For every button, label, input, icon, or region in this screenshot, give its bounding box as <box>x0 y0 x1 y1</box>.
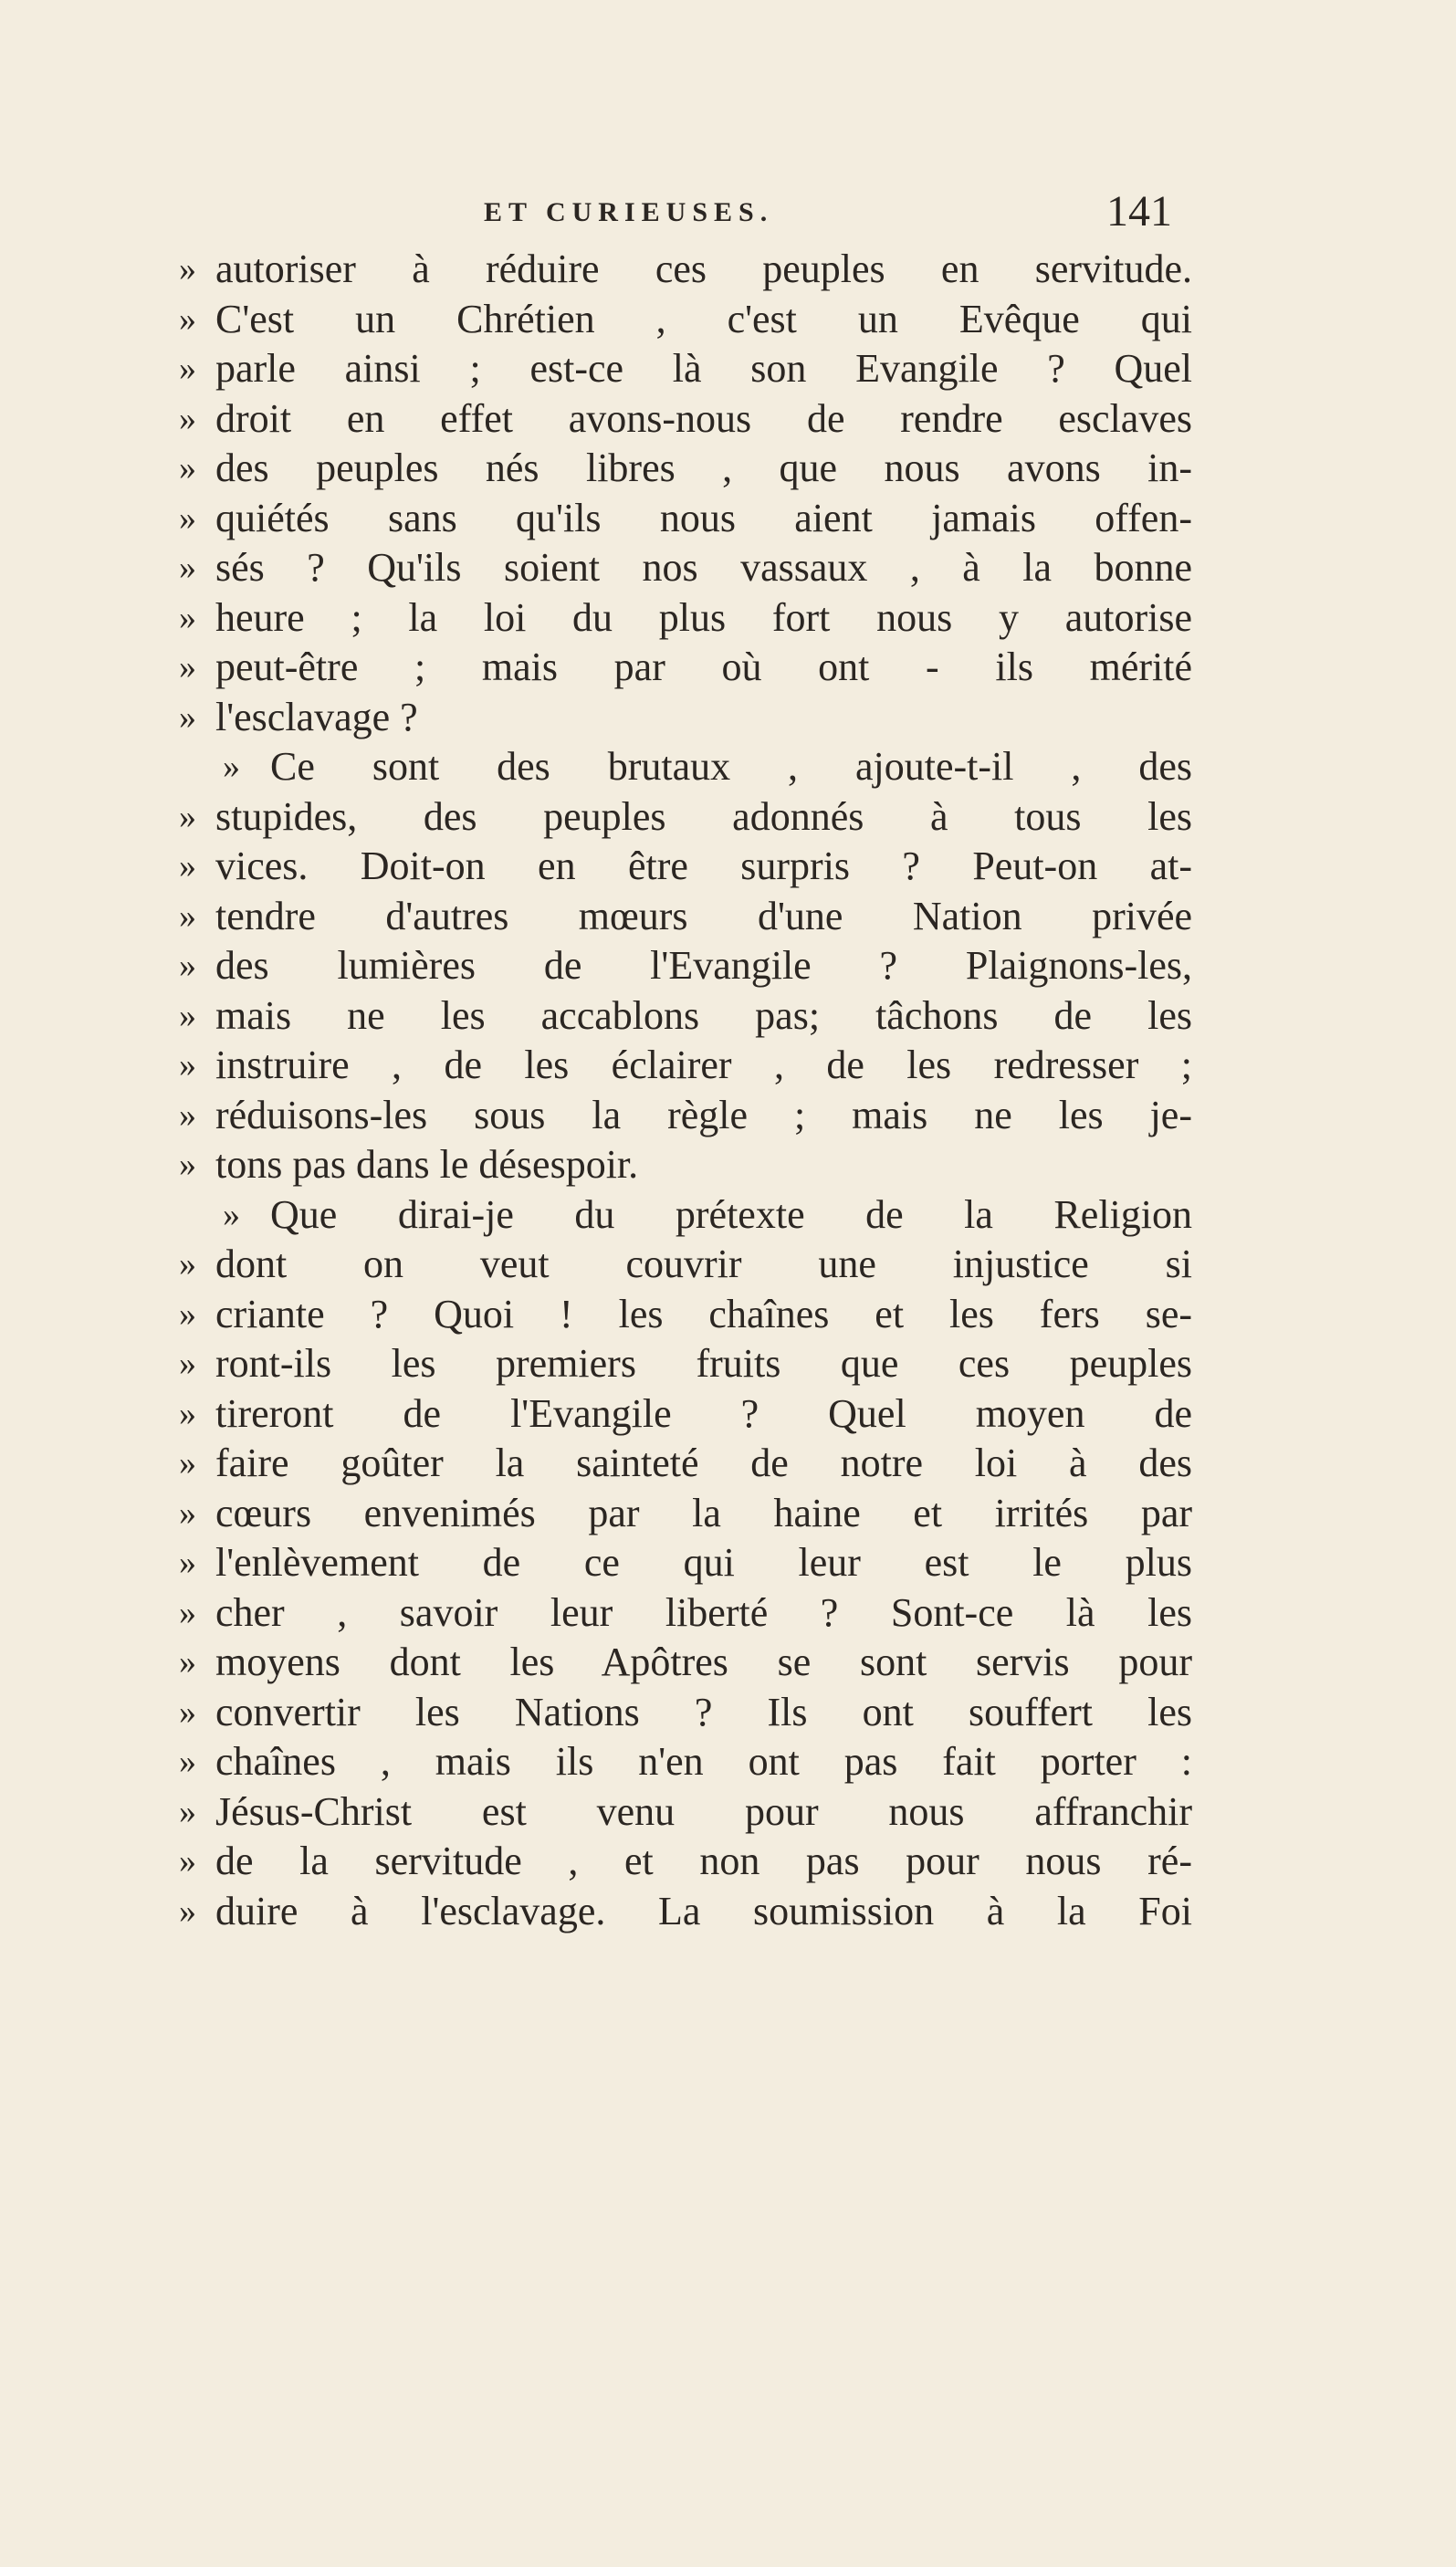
quote-mark: » <box>223 1195 240 1234</box>
quote-mark: » <box>179 1842 196 1881</box>
line-text: parle ainsi ; est-ce là son Evangile ? Quel <box>215 346 1192 391</box>
quote-mark: » <box>179 648 196 686</box>
text-line <box>179 1887 1201 1937</box>
quote-mark: » <box>179 1493 196 1533</box>
quote-mark: » <box>179 598 196 637</box>
quote-mark: » <box>179 1046 196 1084</box>
quote-mark: » <box>179 399 196 438</box>
quote-mark: » <box>179 1345 196 1383</box>
text-line <box>179 1041 1201 1091</box>
line-text: quiétés sans qu'ils nous aient jamais offen- <box>215 495 1192 540</box>
quote-mark: » <box>179 1891 196 1931</box>
text-line <box>179 1140 1201 1190</box>
line-text: dont on veut couvrir une injustice si <box>215 1242 1192 1286</box>
page-header <box>210 188 1187 243</box>
line-text: sés ? Qu'ils soient nos vassaux , à la bonne <box>215 545 1192 590</box>
text-line <box>179 1240 1201 1290</box>
line-text: l'enlèvement de ce qui leur est le plus <box>215 1540 1192 1585</box>
text-line <box>179 842 1201 892</box>
text-line <box>179 991 1201 1042</box>
quote-mark: » <box>179 299 196 339</box>
quote-mark: » <box>179 896 196 936</box>
quote-mark: » <box>179 1444 196 1483</box>
quote-mark: » <box>179 947 196 985</box>
line-text: faire goûter la sainteté de notre loi à des <box>215 1441 1192 1485</box>
text-line <box>179 444 1201 494</box>
text-line <box>179 941 1201 991</box>
text-line <box>179 494 1201 544</box>
line-text: droit en effet avons-nous de rendre esclaves <box>215 395 1192 441</box>
text-line <box>179 1737 1201 1787</box>
line-text: tireront de l'Evangile ? Quel moyen de <box>215 1390 1192 1436</box>
quote-mark: » <box>179 1146 196 1184</box>
text-line <box>179 1638 1201 1688</box>
line-text: C'est un Chrétien , c'est un Evêque qui <box>215 296 1192 341</box>
quote-mark: » <box>179 1792 196 1831</box>
running-head: ET CURIEUSES. <box>484 197 774 227</box>
line-text: cœurs envenimés par la haine et irrités par <box>215 1490 1192 1535</box>
line-text: l'esclavage ? <box>215 694 418 739</box>
line-text: de la servitude , et non pas pour nous ré- <box>215 1839 1192 1883</box>
text-line <box>179 543 1201 593</box>
line-text: tendre d'autres mœurs d'une Nation privée <box>215 893 1192 938</box>
line-text: heure ; la loi du plus fort nous y autorise <box>215 594 1192 640</box>
text-line <box>179 1837 1201 1887</box>
quote-mark: » <box>179 1593 196 1632</box>
body-text <box>179 245 1201 1936</box>
quote-mark: » <box>179 1294 196 1334</box>
text-line <box>179 1439 1201 1489</box>
line-text: Que dirai-je du prétexte de la Religion <box>270 1191 1192 1237</box>
text-line <box>179 593 1201 644</box>
quote-mark: » <box>179 1692 196 1732</box>
line-text: stupides, des peuples adonnés à tous les <box>215 793 1192 839</box>
quote-mark: » <box>179 549 196 587</box>
quote-mark: » <box>179 1394 196 1433</box>
text-line <box>179 1190 1201 1241</box>
quote-mark: » <box>179 847 196 885</box>
line-text: tons pas dans le désespoir. <box>215 1142 639 1187</box>
line-text: chaînes , mais ils n'en ont pas fait porter : <box>215 1739 1192 1784</box>
quote-mark: » <box>179 498 196 538</box>
line-text: convertir les Nations ? Ils ont souffert les <box>215 1689 1192 1734</box>
line-text: mais ne les accablons pas; tâchons de les <box>215 992 1192 1038</box>
text-line <box>179 1339 1201 1389</box>
quote-mark: » <box>179 449 196 487</box>
quote-mark: » <box>179 350 196 388</box>
text-line <box>179 1489 1201 1539</box>
text-line <box>179 1588 1201 1639</box>
line-text: réduisons-les sous la règle ; mais ne les je- <box>215 1092 1192 1137</box>
line-text: instruire , de les éclairer , de les redresser ; <box>215 1043 1192 1087</box>
line-text: peut-être ; mais par où ont - ils mérité <box>215 644 1192 689</box>
quote-mark: » <box>223 748 240 786</box>
quote-mark: » <box>179 797 196 836</box>
line-text: vices. Doit-on en être surpris ? Peut-on at- <box>215 843 1192 888</box>
page-number: 141 <box>1106 187 1172 236</box>
quote-mark: » <box>179 996 196 1035</box>
line-text: cher , savoir leur liberté ? Sont-ce là les <box>215 1589 1192 1635</box>
line-text: des peuples nés libres , que nous avons in- <box>215 445 1192 490</box>
text-line <box>179 295 1201 345</box>
line-text: duire à l'esclavage. La soumission à la Foi <box>215 1888 1192 1933</box>
quote-mark: » <box>179 250 196 288</box>
line-text: Ce sont des brutaux , ajoute-t-il , des <box>270 744 1192 789</box>
quote-mark: » <box>179 1095 196 1135</box>
text-line <box>179 792 1201 843</box>
line-text: autoriser à réduire ces peuples en servitude. <box>215 246 1192 291</box>
text-line <box>179 1091 1201 1141</box>
quote-mark: » <box>179 697 196 737</box>
text-line <box>179 394 1201 445</box>
line-text: moyens dont les Apôtres se sont servis pour <box>215 1640 1192 1684</box>
line-text: criante ? Quoi ! les chaînes et les fers se- <box>215 1291 1192 1336</box>
text-line <box>179 1389 1201 1440</box>
line-text: Jésus-Christ est venu pour nous affranchir <box>215 1788 1192 1834</box>
text-line <box>179 1538 1201 1588</box>
text-line <box>179 245 1201 295</box>
line-text: des lumières de l'Evangile ? Plaignons-les, <box>215 943 1192 988</box>
quote-mark: » <box>179 1643 196 1682</box>
quote-mark: » <box>179 1245 196 1284</box>
text-line <box>179 693 1201 743</box>
quote-mark: » <box>179 1544 196 1582</box>
text-line <box>179 892 1201 942</box>
text-line <box>179 1290 1201 1340</box>
text-line <box>179 742 1201 792</box>
text-line <box>179 1688 1201 1738</box>
text-line <box>179 344 1201 394</box>
text-line <box>179 1787 1201 1838</box>
text-line <box>179 643 1201 693</box>
quote-mark: » <box>179 1743 196 1781</box>
line-text: ront-ils les premiers fruits que ces peuples <box>215 1341 1192 1386</box>
